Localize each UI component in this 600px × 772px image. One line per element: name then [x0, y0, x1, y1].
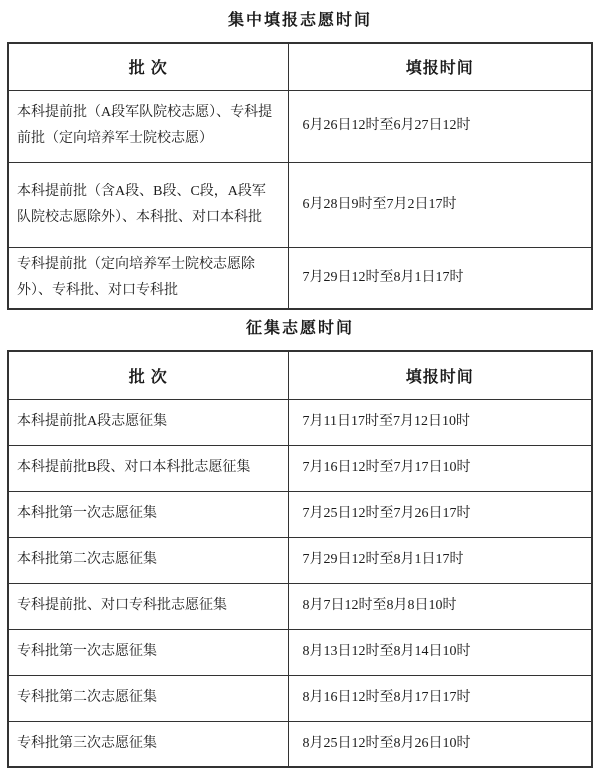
table-row	[8, 90, 592, 162]
time-cell: 7月16日12时至7月17日10时	[288, 445, 592, 491]
batch-cell: 专科批第一次志愿征集	[8, 629, 288, 675]
time-cell: 8月25日12时至8月26日10时	[288, 721, 592, 767]
header-row	[8, 351, 592, 399]
table-row	[8, 583, 592, 629]
table-row	[8, 629, 592, 675]
time-column-header: 填报时间	[288, 351, 592, 399]
centralized-schedule-table	[7, 42, 593, 310]
batch-cell: 本科提前批A段志愿征集	[8, 399, 288, 445]
table-row	[8, 162, 592, 247]
supplementary-schedule-table	[7, 350, 593, 768]
time-cell: 7月11日17时至7月12日10时	[288, 399, 592, 445]
header-row	[8, 43, 592, 90]
supplementary-schedule-title: 征集志愿时间	[245, 320, 354, 337]
batch-cell: 专科批第三次志愿征集	[8, 721, 288, 767]
time-cell: 7月29日12时至8月1日17时	[288, 537, 592, 583]
time-cell: 8月16日12时至8月17日17时	[288, 675, 592, 721]
table-row	[8, 721, 592, 767]
batch-cell: 本科批第一次志愿征集	[8, 491, 288, 537]
table-row	[8, 675, 592, 721]
batch-column-header: 批 次	[8, 43, 288, 90]
batch-column-header: 批 次	[8, 351, 288, 399]
batch-cell: 本科批第二次志愿征集	[8, 537, 288, 583]
batch-cell: 专科提前批（定向培养军士院校志愿除外）、专科批、对口专科批	[8, 247, 288, 309]
time-cell: 6月26日12时至6月27日12时	[288, 90, 592, 162]
time-cell: 6月28日9时至7月2日17时	[288, 162, 592, 247]
batch-cell: 专科批第二次志愿征集	[8, 675, 288, 721]
table-row	[8, 399, 592, 445]
table-row	[8, 247, 592, 309]
time-column-header: 填报时间	[288, 43, 592, 90]
time-cell: 7月25日12时至7月26日17时	[288, 491, 592, 537]
centralized-schedule-title: 集中填报志愿时间	[227, 12, 372, 29]
batch-cell: 专科提前批、对口专科批志愿征集	[8, 583, 288, 629]
time-cell: 8月7日12时至8月8日10时	[288, 583, 592, 629]
table-row	[8, 537, 592, 583]
batch-cell: 本科提前批（含A段、B段、C段，A段军队院校志愿除外）、本科批、对口本科批	[8, 162, 288, 247]
batch-cell: 本科提前批（A段军队院校志愿）、专科提前批（定向培养军士院校志愿）	[8, 90, 288, 162]
table-row	[8, 491, 592, 537]
table-row	[8, 445, 592, 491]
time-cell: 7月29日12时至8月1日17时	[288, 247, 592, 309]
batch-cell: 本科提前批B段、对口本科批志愿征集	[8, 445, 288, 491]
time-cell: 8月13日12时至8月14日10时	[288, 629, 592, 675]
